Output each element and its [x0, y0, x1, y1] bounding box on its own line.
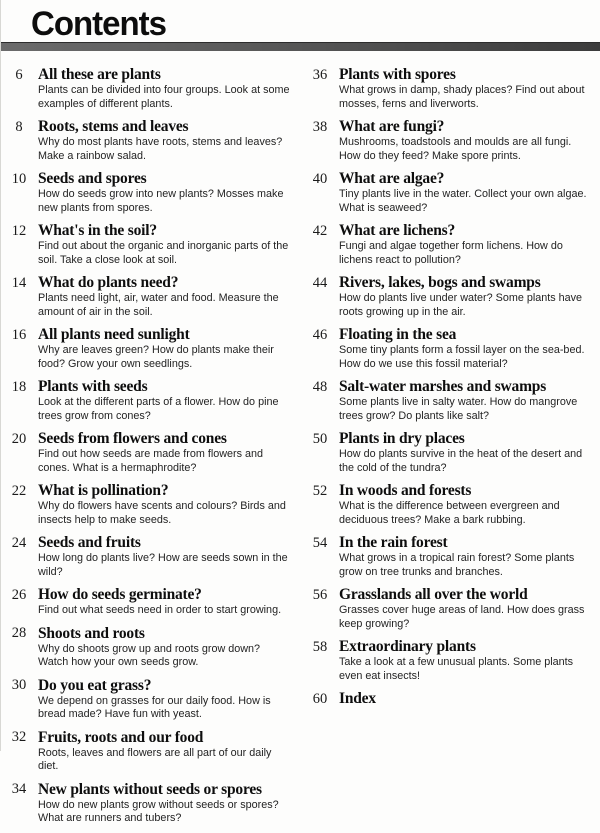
toc-page-number: 58	[312, 638, 328, 655]
toc-page-number: 34	[11, 781, 27, 797]
toc-page-number: 18	[11, 378, 27, 395]
toc-entry-body	[31, 625, 302, 670]
toc-entry-body	[332, 170, 600, 215]
toc-chapter-description: How do plants live under water? Some plants have roots growing up in the air.	[339, 292, 583, 318]
toc-entry-body	[31, 274, 302, 319]
toc-chapter-description: What is the difference between evergreen and deciduous trees? Make a bark rubbing.	[339, 500, 560, 526]
toc-entry	[308, 638, 600, 683]
toc-chapter-title: How do seeds germinate?	[38, 586, 202, 603]
toc-chapter-title: Floating in the sea	[339, 326, 457, 343]
toc-page-number: 40	[312, 170, 328, 187]
toc-entry	[308, 482, 600, 527]
toc-entry-body	[31, 482, 302, 527]
toc-entry-body	[31, 586, 302, 618]
toc-entry-body	[332, 222, 600, 267]
toc-chapter-description: Grasses cover huge areas of land. How does grass keep growing?	[339, 604, 585, 630]
toc-chapter-title: What are fungi?	[339, 118, 445, 135]
toc-entry-body	[31, 170, 302, 215]
toc-chapter-description: Plants can be divided into four groups. Look at some examples of different plants.	[38, 84, 290, 110]
toc-chapter-description: What grows in a tropical rain forest? Some plants grow on tree trunks and branches.	[339, 552, 575, 578]
toc-entry	[308, 274, 600, 319]
toc-entry	[7, 378, 302, 423]
toc-entry	[7, 326, 302, 371]
toc-chapter-title: Fruits, roots and our food	[38, 728, 204, 746]
toc-entry	[7, 222, 302, 267]
toc-chapter-description: Fungi and algae together form lichens. How do lichens react to pollution?	[339, 240, 563, 266]
toc-page-number: 14	[11, 274, 27, 291]
toc-page-number: 26	[11, 586, 27, 603]
toc-entry	[7, 781, 302, 826]
toc-entry-body	[332, 638, 600, 683]
toc-chapter-title: What do plants need?	[38, 274, 179, 291]
toc-entry-body	[31, 118, 302, 163]
toc-chapter-title: In woods and forests	[339, 482, 472, 499]
toc-entry	[7, 677, 302, 722]
contents-columns	[1, 51, 600, 833]
toc-page-number: 6	[15, 66, 23, 83]
toc-chapter-description: Why do shoots grow up and roots grow down? Watch how your own seeds grow.	[38, 642, 261, 668]
toc-entry-body	[332, 482, 600, 527]
toc-chapter-description: How do seeds grow into new plants? Mosses make new plants from spores.	[38, 188, 284, 214]
toc-chapter-description: Find out how seeds are made from flowers and cones. What is a hermaphrodite?	[38, 448, 264, 474]
toc-entry	[7, 586, 302, 618]
toc-chapter-title: Grasslands all over the world	[339, 586, 528, 603]
toc-entry	[7, 274, 302, 319]
toc-entry-body	[31, 222, 302, 267]
toc-entry-body	[31, 534, 302, 579]
toc-chapter-description: Take a look at a few unusual plants. Some plants even eat insects!	[339, 656, 574, 682]
toc-entry	[7, 66, 302, 111]
toc-entry-body	[31, 326, 302, 371]
toc-chapter-description: Plants need light, air, water and food. Measure the amount of air in the soil.	[38, 292, 279, 318]
toc-page-number: 54	[312, 534, 328, 551]
toc-entry-body	[31, 729, 302, 774]
toc-page-number: 28	[11, 625, 27, 641]
toc-page-number: 10	[11, 170, 27, 187]
toc-page-number: 44	[312, 274, 328, 291]
toc-chapter-title: Index	[339, 690, 376, 707]
toc-entry-body	[332, 326, 600, 371]
toc-chapter-description: Why are leaves green? How do plants make their food? Grow your own seedlings.	[38, 344, 274, 370]
toc-page-number: 56	[312, 586, 328, 603]
toc-entry-body	[332, 586, 600, 631]
toc-entry-body	[332, 690, 600, 708]
toc-chapter-title: Extraordinary plants	[339, 638, 476, 655]
toc-entry	[308, 690, 600, 708]
toc-chapter-title: All these are plants	[38, 66, 161, 83]
toc-chapter-description: Mushrooms, toadstools and moulds are all fungi. How do they feed? Make spore prints.	[339, 136, 572, 162]
toc-chapter-title: All plants need sunlight	[38, 326, 190, 343]
toc-chapter-description: Find out what seeds need in order to start growing.	[38, 604, 282, 616]
toc-chapter-title: Plants with spores	[339, 66, 456, 83]
toc-chapter-description: Look at the different parts of a flower. How do pine trees grow from cones?	[38, 396, 279, 422]
toc-entry-body	[332, 274, 600, 319]
toc-page-number: 60	[312, 690, 328, 707]
toc-entry-body	[332, 66, 600, 111]
toc-entry-body	[31, 677, 302, 722]
toc-chapter-description: What grows in damp, shady places? Find out about mosses, ferns and liverworts.	[339, 84, 585, 110]
toc-chapter-title: Plants with seeds	[38, 378, 148, 395]
toc-entry-body	[332, 534, 600, 579]
toc-chapter-title: Do you eat grass?	[38, 676, 152, 694]
toc-chapter-description: Find out about the organic and inorganic parts of the soil. Take a close look at soil.	[38, 240, 289, 266]
toc-chapter-title: Seeds from flowers and cones	[38, 430, 227, 447]
title-rule-divider	[1, 42, 600, 51]
toc-entry	[7, 534, 302, 579]
toc-entry-body	[332, 430, 600, 475]
toc-page-number: 16	[11, 326, 27, 343]
toc-page-number: 50	[312, 430, 328, 447]
toc-page-number: 48	[312, 378, 328, 395]
toc-page-number: 36	[312, 66, 328, 83]
toc-entry	[308, 534, 600, 579]
toc-chapter-title: What are lichens?	[339, 222, 456, 239]
toc-chapter-title: Roots, stems and leaves	[38, 118, 189, 135]
toc-page-number: 30	[11, 677, 27, 693]
toc-chapter-description: Some plants live in salty water. How do mangrove trees grow? Do plants like salt?	[339, 396, 578, 422]
toc-entry	[308, 586, 600, 631]
toc-chapter-title: What is pollination?	[38, 482, 169, 499]
toc-entry	[7, 625, 302, 670]
toc-page-number: 22	[11, 482, 27, 499]
toc-page-number: 38	[312, 118, 328, 135]
toc-entry-body	[31, 378, 302, 423]
toc-page-number: 46	[312, 326, 328, 343]
toc-entry	[308, 430, 600, 475]
toc-chapter-title: Seeds and spores	[38, 170, 147, 187]
toc-entry	[308, 66, 600, 111]
toc-page-number: 42	[312, 222, 328, 239]
page-title: Contents	[31, 3, 166, 43]
toc-entry	[308, 170, 600, 215]
toc-entry	[7, 729, 302, 774]
toc-entry-body	[332, 378, 600, 423]
toc-entry	[7, 118, 302, 163]
toc-chapter-description: Why do most plants have roots, stems and leaves? Make a rainbow salad.	[38, 136, 283, 162]
toc-entry-body	[31, 66, 302, 111]
toc-page-number: 32	[11, 729, 27, 745]
toc-chapter-description: How do new plants grow without seeds or spores? What are runners and tubers?	[38, 798, 279, 824]
toc-chapter-title: Rivers, lakes, bogs and swamps	[339, 274, 541, 291]
contents-column-right	[308, 66, 600, 833]
toc-chapter-description: Tiny plants live in the water. Collect your own algae. What is seaweed?	[339, 188, 587, 214]
toc-chapter-title: Seeds and fruits	[38, 534, 141, 551]
toc-chapter-title: Salt-water marshes and swamps	[339, 378, 547, 395]
toc-chapter-title: What are algae?	[339, 170, 445, 187]
toc-page-number: 20	[11, 430, 27, 447]
toc-chapter-description: Why do flowers have scents and colours? Birds and insects help to make seeds.	[38, 500, 286, 526]
toc-entry	[308, 222, 600, 267]
toc-chapter-title: What's in the soil?	[38, 222, 157, 239]
toc-page-number: 8	[15, 118, 23, 135]
toc-chapter-title: New plants without seeds or spores	[38, 780, 262, 798]
toc-chapter-description: How do plants survive in the heat of the desert and the cold of the tundra?	[339, 448, 583, 474]
page-header	[1, 0, 600, 51]
toc-page-number: 52	[312, 482, 328, 499]
toc-entry	[7, 170, 302, 215]
toc-chapter-description: Roots, leaves and flowers are all part of our daily diet.	[38, 746, 272, 772]
toc-chapter-description: How long do plants live? How are seeds sown in the wild?	[38, 552, 288, 578]
toc-entry	[308, 118, 600, 163]
toc-chapter-description: Some tiny plants form a fossil layer on the sea-bed. How do we use this fossil material?	[339, 344, 585, 370]
toc-entry	[308, 326, 600, 371]
toc-page-number: 24	[11, 534, 27, 551]
toc-entry-body	[31, 430, 302, 475]
toc-entry-body	[332, 118, 600, 163]
toc-chapter-description: We depend on grasses for our daily food. How is bread made? Have fun with yeast.	[38, 694, 271, 720]
contents-column-left	[7, 66, 302, 833]
toc-page-number: 12	[11, 222, 27, 239]
toc-entry	[7, 482, 302, 527]
toc-entry	[7, 430, 302, 475]
toc-chapter-title: Plants in dry places	[339, 430, 465, 447]
toc-entry-body	[31, 781, 302, 826]
toc-entry	[308, 378, 600, 423]
toc-chapter-title: In the rain forest	[339, 534, 448, 551]
toc-chapter-title: Shoots and roots	[38, 624, 145, 642]
